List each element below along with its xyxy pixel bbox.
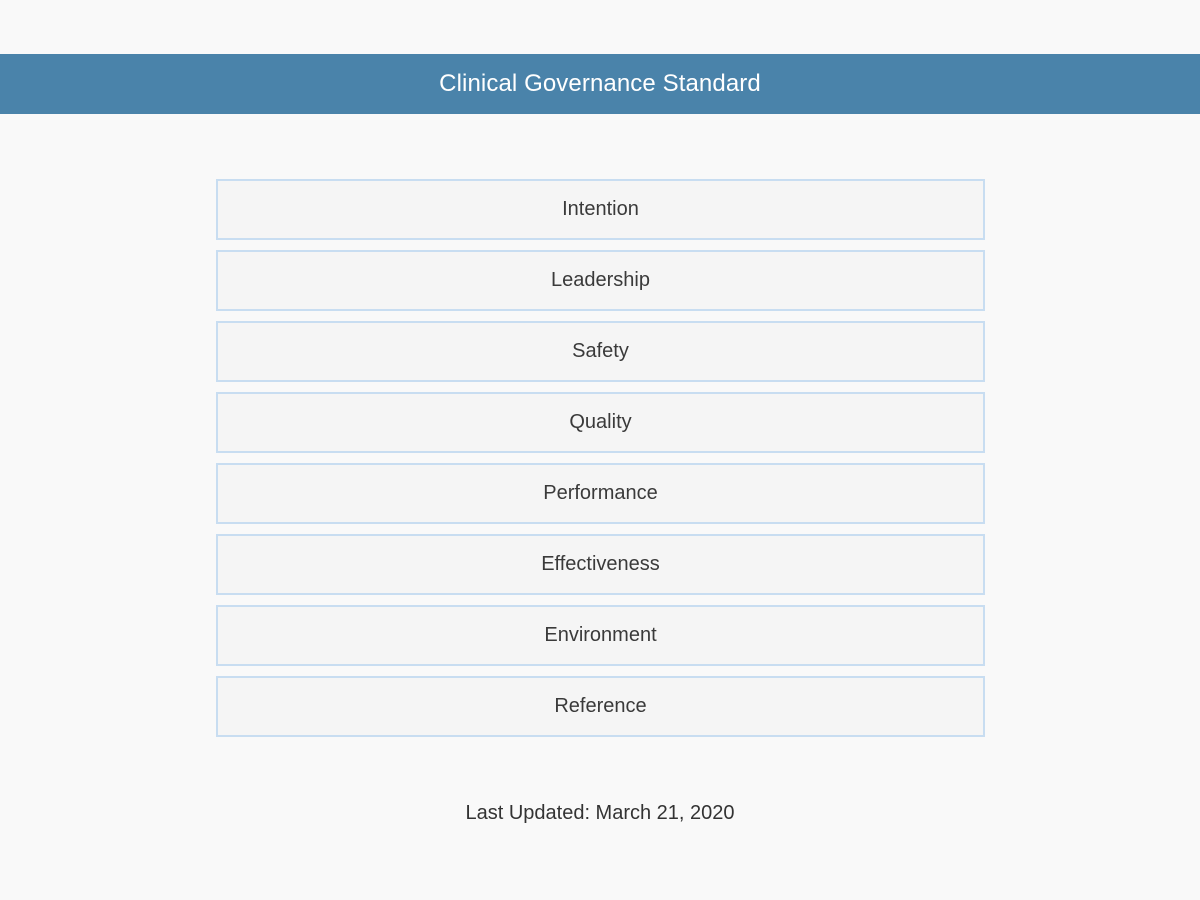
menu-item-reference[interactable] bbox=[216, 676, 985, 737]
menu-item-label: Environment bbox=[544, 624, 657, 646]
menu-item-environment[interactable] bbox=[216, 605, 985, 666]
page-title: Clinical Governance Standard bbox=[439, 70, 761, 97]
menu-item-effectiveness[interactable] bbox=[216, 534, 985, 595]
menu-item-label: Reference bbox=[554, 695, 647, 717]
menu-item-quality[interactable] bbox=[216, 392, 985, 453]
menu-item-safety[interactable] bbox=[216, 321, 985, 382]
last-updated-text: Last Updated: March 21, 2020 bbox=[465, 802, 735, 824]
menu-item-leadership[interactable] bbox=[216, 250, 985, 311]
menu-item-label: Leadership bbox=[551, 269, 650, 291]
menu-item-label: Effectiveness bbox=[541, 553, 660, 575]
menu-item-label: Safety bbox=[572, 340, 629, 362]
app-header bbox=[0, 54, 1200, 114]
menu-item-label: Intention bbox=[562, 198, 639, 220]
menu-item-intention[interactable] bbox=[216, 179, 985, 240]
menu-item-performance[interactable] bbox=[216, 463, 985, 524]
menu-item-label: Quality bbox=[569, 411, 632, 433]
menu-item-label: Performance bbox=[543, 482, 658, 504]
section-menu bbox=[216, 179, 985, 747]
